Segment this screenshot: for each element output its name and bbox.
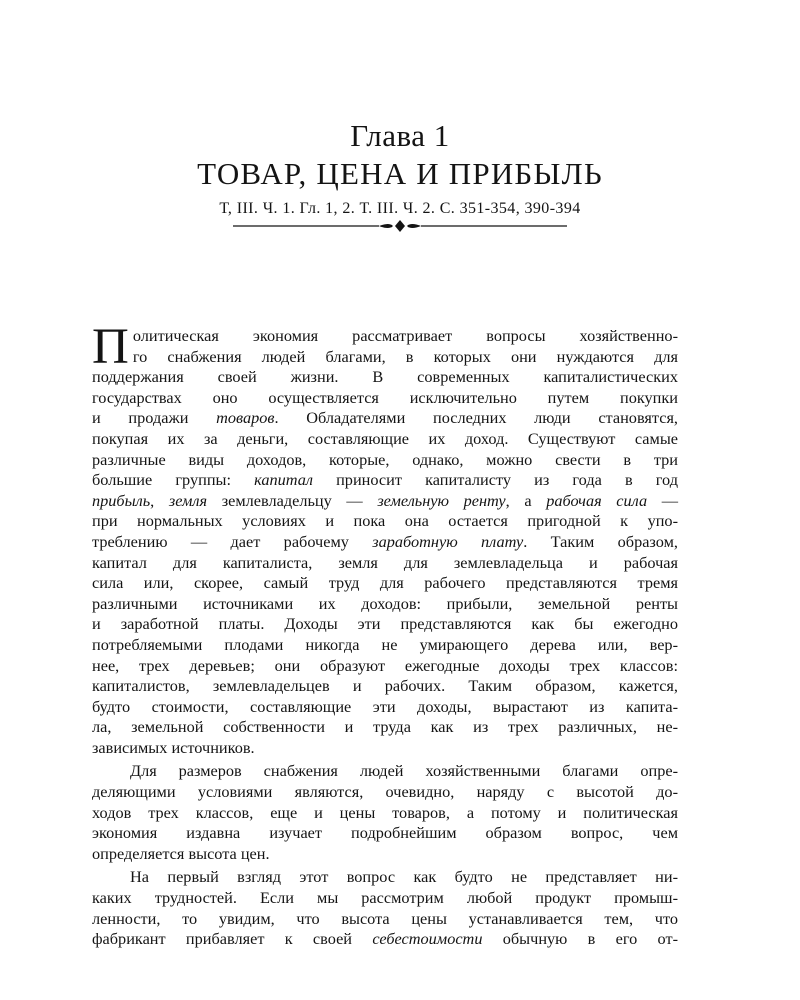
- text-line: [92, 532, 678, 553]
- text-line: государствах оно осуществляется исключительно путем покупки: [92, 387, 678, 407]
- text-line: На первый взгляд этот вопрос как будто не представляет ни-: [130, 867, 678, 887]
- text-span: обычную в его от-: [482, 929, 678, 949]
- text-line: потребляемыми плодами никогда не умирающего дерева или, вер-: [92, 634, 678, 654]
- chapter-source-reference: Т, III. Ч. 1. Гл. 1, 2. Т. III. Ч. 2. С. 351-354, 390-394: [219, 200, 581, 217]
- text-line: [92, 929, 678, 950]
- text-span: . Таким образом,: [523, 531, 678, 551]
- italic-term: заработную плату: [372, 531, 524, 551]
- text-line: каких трудностей. Если мы рассмотрим любой продукт промыш-: [92, 888, 678, 908]
- text-line: [92, 408, 678, 429]
- italic-term: земля: [168, 490, 208, 510]
- paragraph-2: [92, 761, 678, 864]
- text-span: , а: [505, 490, 547, 510]
- text-line: ленности, то увидим, что высота цены устанавливается тем, что: [92, 908, 678, 928]
- text-line: капиталистов, землевладельцев и рабочих. Таким образом, кажется,: [92, 676, 678, 696]
- text-span: ,: [150, 490, 169, 510]
- italic-term: земельную ренту: [377, 490, 506, 510]
- text-span: . Обладателями последних люди становятся,: [274, 408, 678, 428]
- paragraph-3: [92, 867, 678, 949]
- italic-term: капитал: [254, 470, 313, 490]
- text-line: покупая их за деньги, составляющие их доход. Существуют самые: [92, 428, 678, 448]
- text-line: при нормальных условиях и пока она остается пригодной к упо-: [92, 511, 678, 531]
- drop-cap: П: [92, 319, 129, 375]
- text-line: и заработной платы. Доходы эти представляются как бы ежегодно: [92, 614, 678, 634]
- body-text: [92, 319, 679, 950]
- text-span: треблению — дает рабочему: [92, 531, 373, 551]
- text-line: различными источниками их доходов: прибыли, земельной ренты: [92, 593, 678, 613]
- text-line: деляющими условиями являются, очевидно, наряду с высотой до-: [92, 782, 678, 802]
- text-line: Для размеров снабжения людей хозяйственными благами опре-: [130, 761, 678, 781]
- text-line: поддержания своей жизни. В современных капиталистических: [92, 367, 678, 387]
- text-line: будто стоимости, составляющие эти доходы, вырастают из капита-: [92, 696, 678, 716]
- text-span: фабрикант прибавляет к своей: [92, 929, 373, 949]
- text-line: ходов трех классов, еще и цены товаров, а потому и политическая: [92, 802, 678, 822]
- text-line: сила или, скорее, самый труд для рабочего представляются тремя: [92, 573, 678, 593]
- text-line: различные виды доходов, которые, однако, можно свести в три: [92, 449, 678, 469]
- chapter-title: ТОВАР, ЦЕНА И ПРИБЫЛЬ: [197, 156, 603, 191]
- text-span: землевладельцу —: [207, 490, 378, 510]
- text-span: приносит капиталисту из года в год: [312, 470, 678, 490]
- text-line: нее, трех деревьев; они образуют ежегодные доходы трех классов:: [92, 655, 678, 675]
- italic-term: рабочая сила: [546, 490, 648, 510]
- text-span: и продажи: [92, 408, 217, 428]
- text-line: го снабжения людей благами, в которых они нуждаются для: [132, 346, 678, 366]
- paragraph-1: [92, 319, 679, 758]
- italic-term: товаров: [216, 408, 275, 428]
- text-line: [92, 491, 678, 512]
- italic-term: себестоимости: [372, 929, 483, 949]
- diamond-ornament-icon: [233, 218, 567, 234]
- italic-term: прибыль: [92, 490, 151, 510]
- text-span: большие группы:: [92, 470, 255, 490]
- text-line: [92, 470, 678, 491]
- chapter-number: Глава 1: [350, 118, 450, 153]
- text-span: —: [647, 490, 679, 510]
- text-line: зависимых источников.: [92, 737, 255, 757]
- text-line: определяется высота цен.: [92, 843, 270, 863]
- text-line: капитал для капиталиста, земля для землевладельца и рабочая: [92, 552, 678, 572]
- text-line: экономия издавна изучает подробнейшим образом вопрос, чем: [92, 823, 678, 843]
- text-line: ла, земельной собственности и труда как из трех различных, не-: [92, 717, 678, 737]
- text-line: олитическая экономия рассматривает вопросы хозяйственно-: [132, 326, 678, 345]
